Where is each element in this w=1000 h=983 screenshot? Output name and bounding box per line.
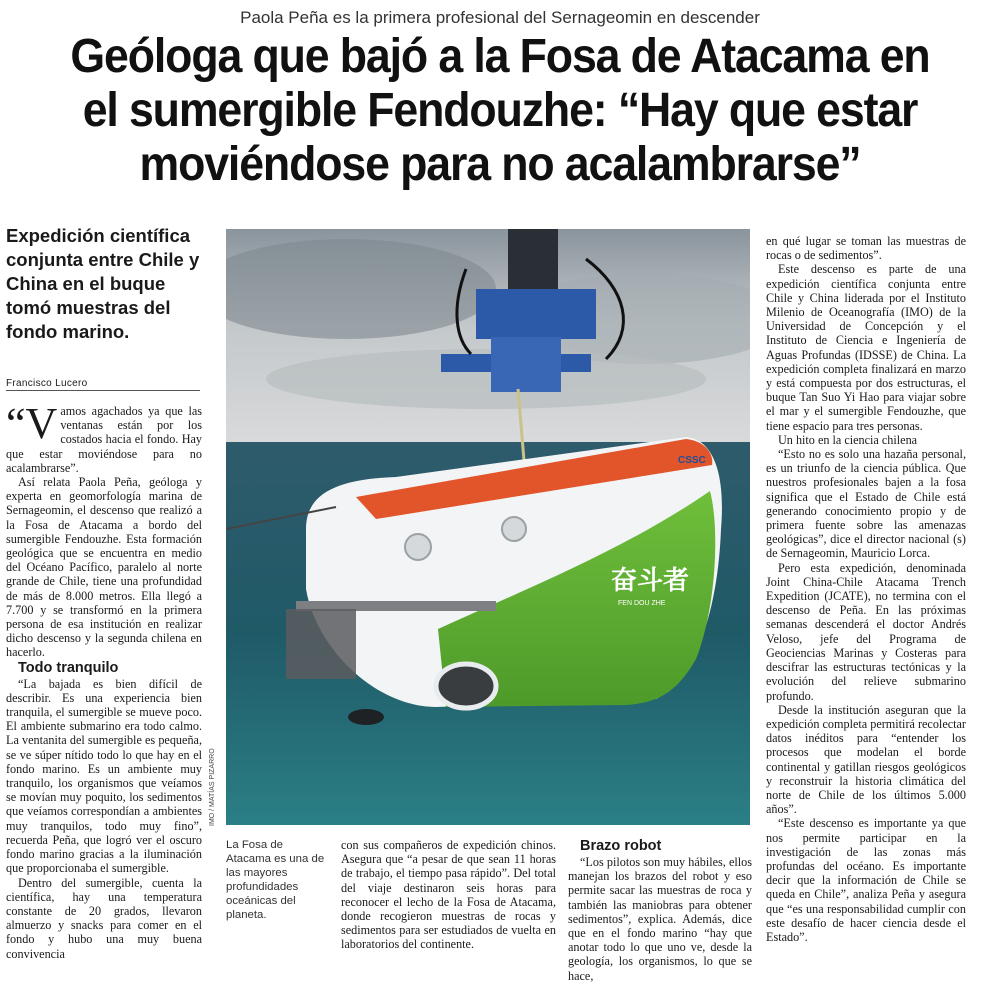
headline [48,30,952,192]
summary: Expedición científica conjunta entre Chile y China en el buque tomó muestras del fondo marino. [6,225,200,342]
paragraph: con sus compañeros de expedición chinos. Asegura que “a pesar de que sean 11 horas de trabajo, el tiempo pasa rápido”. Del total del viaje destinaron seis horas para reconocer el lecho de la Fosa de Atacama, donde recogieron muestras de rocas y sedimentos para ser estudiados de vuelta en laboratorios del continente. [341,838,556,952]
photo-credit: IMO / MATÍAS PIZARRO [209,748,216,826]
paragraph: “Esto no es solo una hazaña personal, es un triunfo de la ciencia pública. Que nuestros profesionales bajen a la fosa significa que el Estado de Chile está generando conocimiento propio y de primera fuente sobre las amenazas geológicas”, dice el director nacional (s) de Sernageomin, Mauricio Lorca. [766,447,966,561]
paragraph: en qué lugar se toman las muestras de rocas o de sedimentos”. [766,234,966,263]
subheading: Un hito en la ciencia chilena [778,432,918,447]
byline: Francisco Lucero [6,378,200,391]
paragraph: Este descenso es parte de una expedición científica conjunta entre Chile y China liderada por el Instituto Milenio de Oceanografía (IMO) de la Universidad de Concepción y el Instituto de Ciencia e Ingeniería de Aguas Profundas (IDSSE) de China. La expedición completa finalizará en marzo y está compuesta por dos estructuras, el buque Tan Suo Yi Hao para viajar sobre el mar y el sumergible Fendouzhe, que tiene espacio para tres personas. [766,262,966,433]
paragraph: Pero esta expedición, denominada Joint China-Chile Atacama Trench Expedition (JCATE), no termina con el descenso de Peña. En las próximas semanas descenderá el doctor Andrés Veloso, jefe del Programa de Geociencias Marinas y Costeras para descifrar las estructuras tectónicas y la evolución del relieve submarino profundo. [766,560,966,703]
article-column-3 [568,838,752,983]
hull-name: 奋斗者 [611,566,690,596]
paragraph: Desde la institución aseguran que la expedición completa permitirá recolectar datos inéditos para “entender los procesos que modelan el borde continental y gatillan riesgos geológicos y reconstruir la historia climática del norte de Chile de los últimos 5.000 años”. [766,702,966,817]
drop-cap: “V [6,399,58,448]
subheading: Brazo robot [580,838,662,854]
hull-brand: CSSC [678,455,706,466]
paragraph: “La bajada es bien difícil de describir. Es una experiencia bien tranquila, el sumergible se mueve poco. El ambiente submarino era todo calmo. La ventanita del sumergible es pequeña, se ve súper nítido todo lo que hay en el fondo marino. Es un ambiente muy tranquilo, los organismos que veíamos se movían muy poquito, los sedimentos que veíamos correspondían a ambientes muy tranquilos, todo muy fino”, recuerda Peña, que logró ver el oscuro fondo marino gracias a la iluminación que proporcionaba el sumergible. [6,676,202,876]
paragraph: amos agachados ya que las ventanas están por los costados hacia el fondo. Hay que estar moviéndose para no acalambrarse”. [6,404,202,475]
hull-sub: FEN DOU ZHE [618,600,666,607]
submersible-photo [226,229,750,825]
paragraph: Así relata Paola Peña, geóloga y experta en geomorfología marina de Sernageomin, el descenso que realizó a la Fosa de Atacama a bordo del sumergible Fendouzhe. Esta formación geológica que se encuentra en medio del Océano Pacífico, paralelo al norte grande de Chile, tiene una profundidad de más de 8.000 metros. Ella llegó a 7.700 y se transformó en la primera persona de esa institución en realizar dicho descenso y la segunda chilena en hacerlo. [6,475,202,660]
headline-line: Geóloga que bajó a la Fosa de Atacama en [70,30,930,83]
article-column-4 [766,234,966,944]
photo-caption: La Fosa de Atacama es una de las mayores profundidades oceánicas del planeta. [226,839,325,921]
article-column-1 [6,399,202,961]
subheading: Todo tranquilo [18,659,119,676]
paragraph: “Los pilotos son muy hábiles, ellos manejan los brazos del robot y eso permite sacar las muestras de roca y también las maniobras para obtener sedimentos”, explica. Además, dice que en el fondo marino “hay que anotar todo lo que uno ve, desde la geología, los organismos, lo que se hace, [568,855,752,983]
kicker: Paola Peña es la primera profesional del Sernageomin en descender [240,8,760,27]
paragraph: “Este descenso es importante ya que nos permite participar en la investigación de las zonas más profundas del océano. Es importante decir que la información de Chile se queda en Chile”, analiza Peña y asegura que “es una responsabilidad cumplir con este desafío de hacer ciencia desde el Estado”. [766,816,966,944]
paragraph: Dentro del sumergible, cuenta la científica, hay una temperatura constante de 20 grados, llevaron almuerzo y snacks para comer en el fondo y hubo una muy buena convivencia [6,875,202,961]
headline-line: moviéndose para no acalambrarse” [139,138,861,191]
article-column-2 [341,838,556,952]
headline-line: el sumergible Fendouzhe: “Hay que estar [82,84,918,137]
